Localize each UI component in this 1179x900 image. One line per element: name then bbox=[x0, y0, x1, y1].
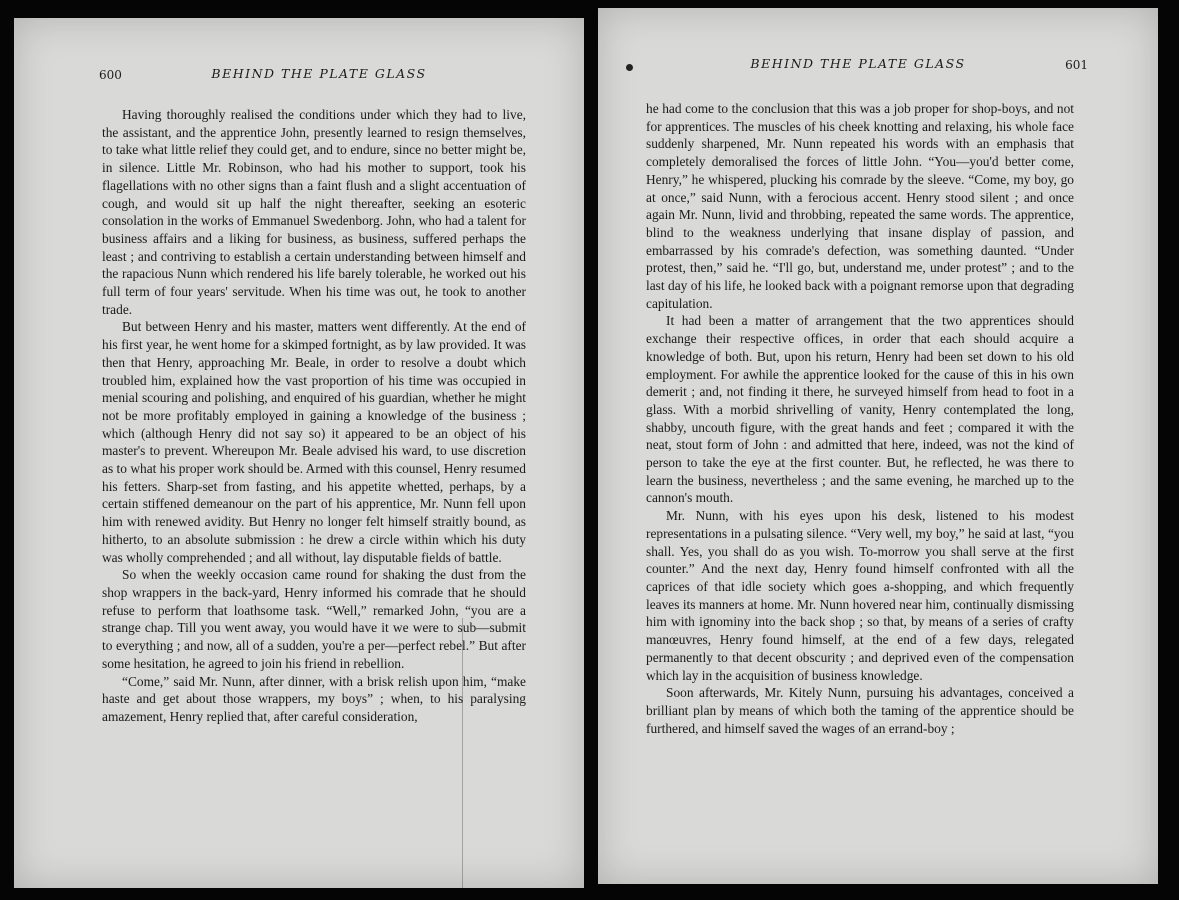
paragraph: “Come,” said Mr. Nunn, after dinner, with a brisk relish upon him, “make haste and get about those wrappers, my boys” ; when, to his paralysing amazement, Henry replied that, after careful consideration, bbox=[102, 673, 526, 724]
paragraph: It had been a matter of arrangement that the two apprentices should exchange their respective offices, in order that each should acquire a knowledge of both. But, upon his return, Henry had been set down to his old employment. For awhile the apprentice looked for the cause of this in his own demerit ; and, not finding it there, he surveyed himself from head to foot in a glass. With a morbid shrivelling of vanity, Henry contemplated the long, shabby, uncouth figure, with the great hands and feet ; compared it with the neat, stout form of John : and admitted that here, indeed, was not the kind of person to take the eye at the first counter. But, he reflected, he was there to learn the business, nevertheless ; and the same evening, he marched up to the cannon's mouth. bbox=[646, 313, 1074, 506]
paragraph: So when the weekly occasion came round for shaking the dust from the shop wrappers in the back-yard, Henry informed his comrade that he should refuse to perform that loathsome task. “Well,” remarked John, “you are a strange chap. Till you went away, you would have it we were to sub—submit to everything ; and now, all of a sudden, you're a per—perfect rebel.” But after some hesitation, he agreed to join his friend in rebellion. bbox=[102, 567, 526, 671]
scan-crease-line bbox=[462, 618, 463, 888]
right-page bbox=[598, 8, 1158, 884]
paragraph: But between Henry and his master, matters went differently. At the end of his first year, he went home for a skimped fortnight, as by law provided. It was then that Henry, approaching Mr. Beale, in order to resolve a doubt which troubled him, explained how the vast proportion of his time was occupied in menial scouring and polishing, and enquired of his guardian, whether he might not be more profitably employed in gaining a knowledge of the business ; which (although Henry did not say so) it appeared to be an object of his master's to prevent. Whereupon Mr. Beale advised his ward, to use discretion as to what his proper work should be. Armed with this counsel, Henry resumed his fetters. Sharp-set from fasting, and his appetite whetted, perhaps, by a certain stiffened demeanour on the part of his apprentice, Mr. Nunn fell upon him with renewed avidity. But Henry no longer felt himself straitly bound, as hitherto, to an absolute submission : he drew a circle within which his duty was wholly comprehended ; and all without, lay disputable fields of battle. bbox=[102, 319, 526, 565]
page-number: 600 bbox=[99, 68, 122, 82]
paragraph: Soon afterwards, Mr. Kitely Nunn, pursuing his advantages, conceived a brilliant plan by means of which both the taming of the apprentice should be furthered, and himself saved the wages of an errand-boy ; bbox=[646, 685, 1074, 736]
paragraph: Mr. Nunn, with his eyes upon his desk, listened to his modest representations in a pulsating silence. “Very well, my boy,” he said at last, “you shall. Yes, you shall do as you wish. To-morrow you shall serve at the first counter.” And the next day, Henry found himself confronted with all the caprices of that idle society which goes a-shopping, and which frequently leaves its manners at home. Mr. Nunn hovered near him, continually dismissing him with ignominy into the back shop ; so that, by means of a series of crafty manœuvres, Henry found himself, at the end of a few days, relegated permanently to that decent obscurity ; and deprived even of the compensation which lay in the acquisition of business knowledge. bbox=[646, 508, 1074, 683]
left-page bbox=[14, 18, 584, 888]
running-title: BEHIND THE PLATE GLASS bbox=[211, 66, 427, 81]
page-header bbox=[598, 56, 1158, 80]
paragraph: Having thoroughly realised the conditions under which they had to live, the assistant, and the apprentice John, presently learned to resign themselves, to take what little relief they could get, and to endure, since no better might be, in silence. Little Mr. Robinson, who had his mother to support, took his flagellations with no other signs than a faint flush and a slight accentuation of cough, and would sit up half the night thereafter, seeking an esoteric consolation in the works of Emmanuel Swedenborg. John, who had a talent for business affairs and a liking for business, as business, suffered perhaps the least ; and contriving to establish a certain understanding between himself and the rapacious Nunn which rendered his life barely tolerable, he worked out his full term of four years' servitude. When his time was out, he took to another trade. bbox=[102, 107, 526, 317]
paragraph: he had come to the conclusion that this was a job proper for shop-boys, and not for apprentices. The muscles of his cheek knotting and relaxing, his whole face suddenly sharpened, Mr. Nunn repeated his words with an emphasis that completely demoralised the forces of little John. “You—you'd better come, Henry,” he whispered, plucking his comrade by the sleeve. “Come, my boy, go at once,” said Nunn, with a ferocious accent. Henry stood silent ; and once again Mr. Nunn, livid and throbbing, repeated the same words. The apprentice, blind to the weakness underlying that insane display of passion, and embarrassed by his comrade's defection, was something daunted. “Under protest, then,” said he. “I'll go, but, understand me, under protest” ; and to the last day of his life, he looked back with a poignant remorse upon that degrading capitulation. bbox=[646, 101, 1074, 311]
page-number: 601 bbox=[1065, 58, 1088, 72]
page-header bbox=[14, 66, 584, 90]
running-title: BEHIND THE PLATE GLASS bbox=[750, 56, 966, 71]
body-text bbox=[646, 100, 1074, 737]
